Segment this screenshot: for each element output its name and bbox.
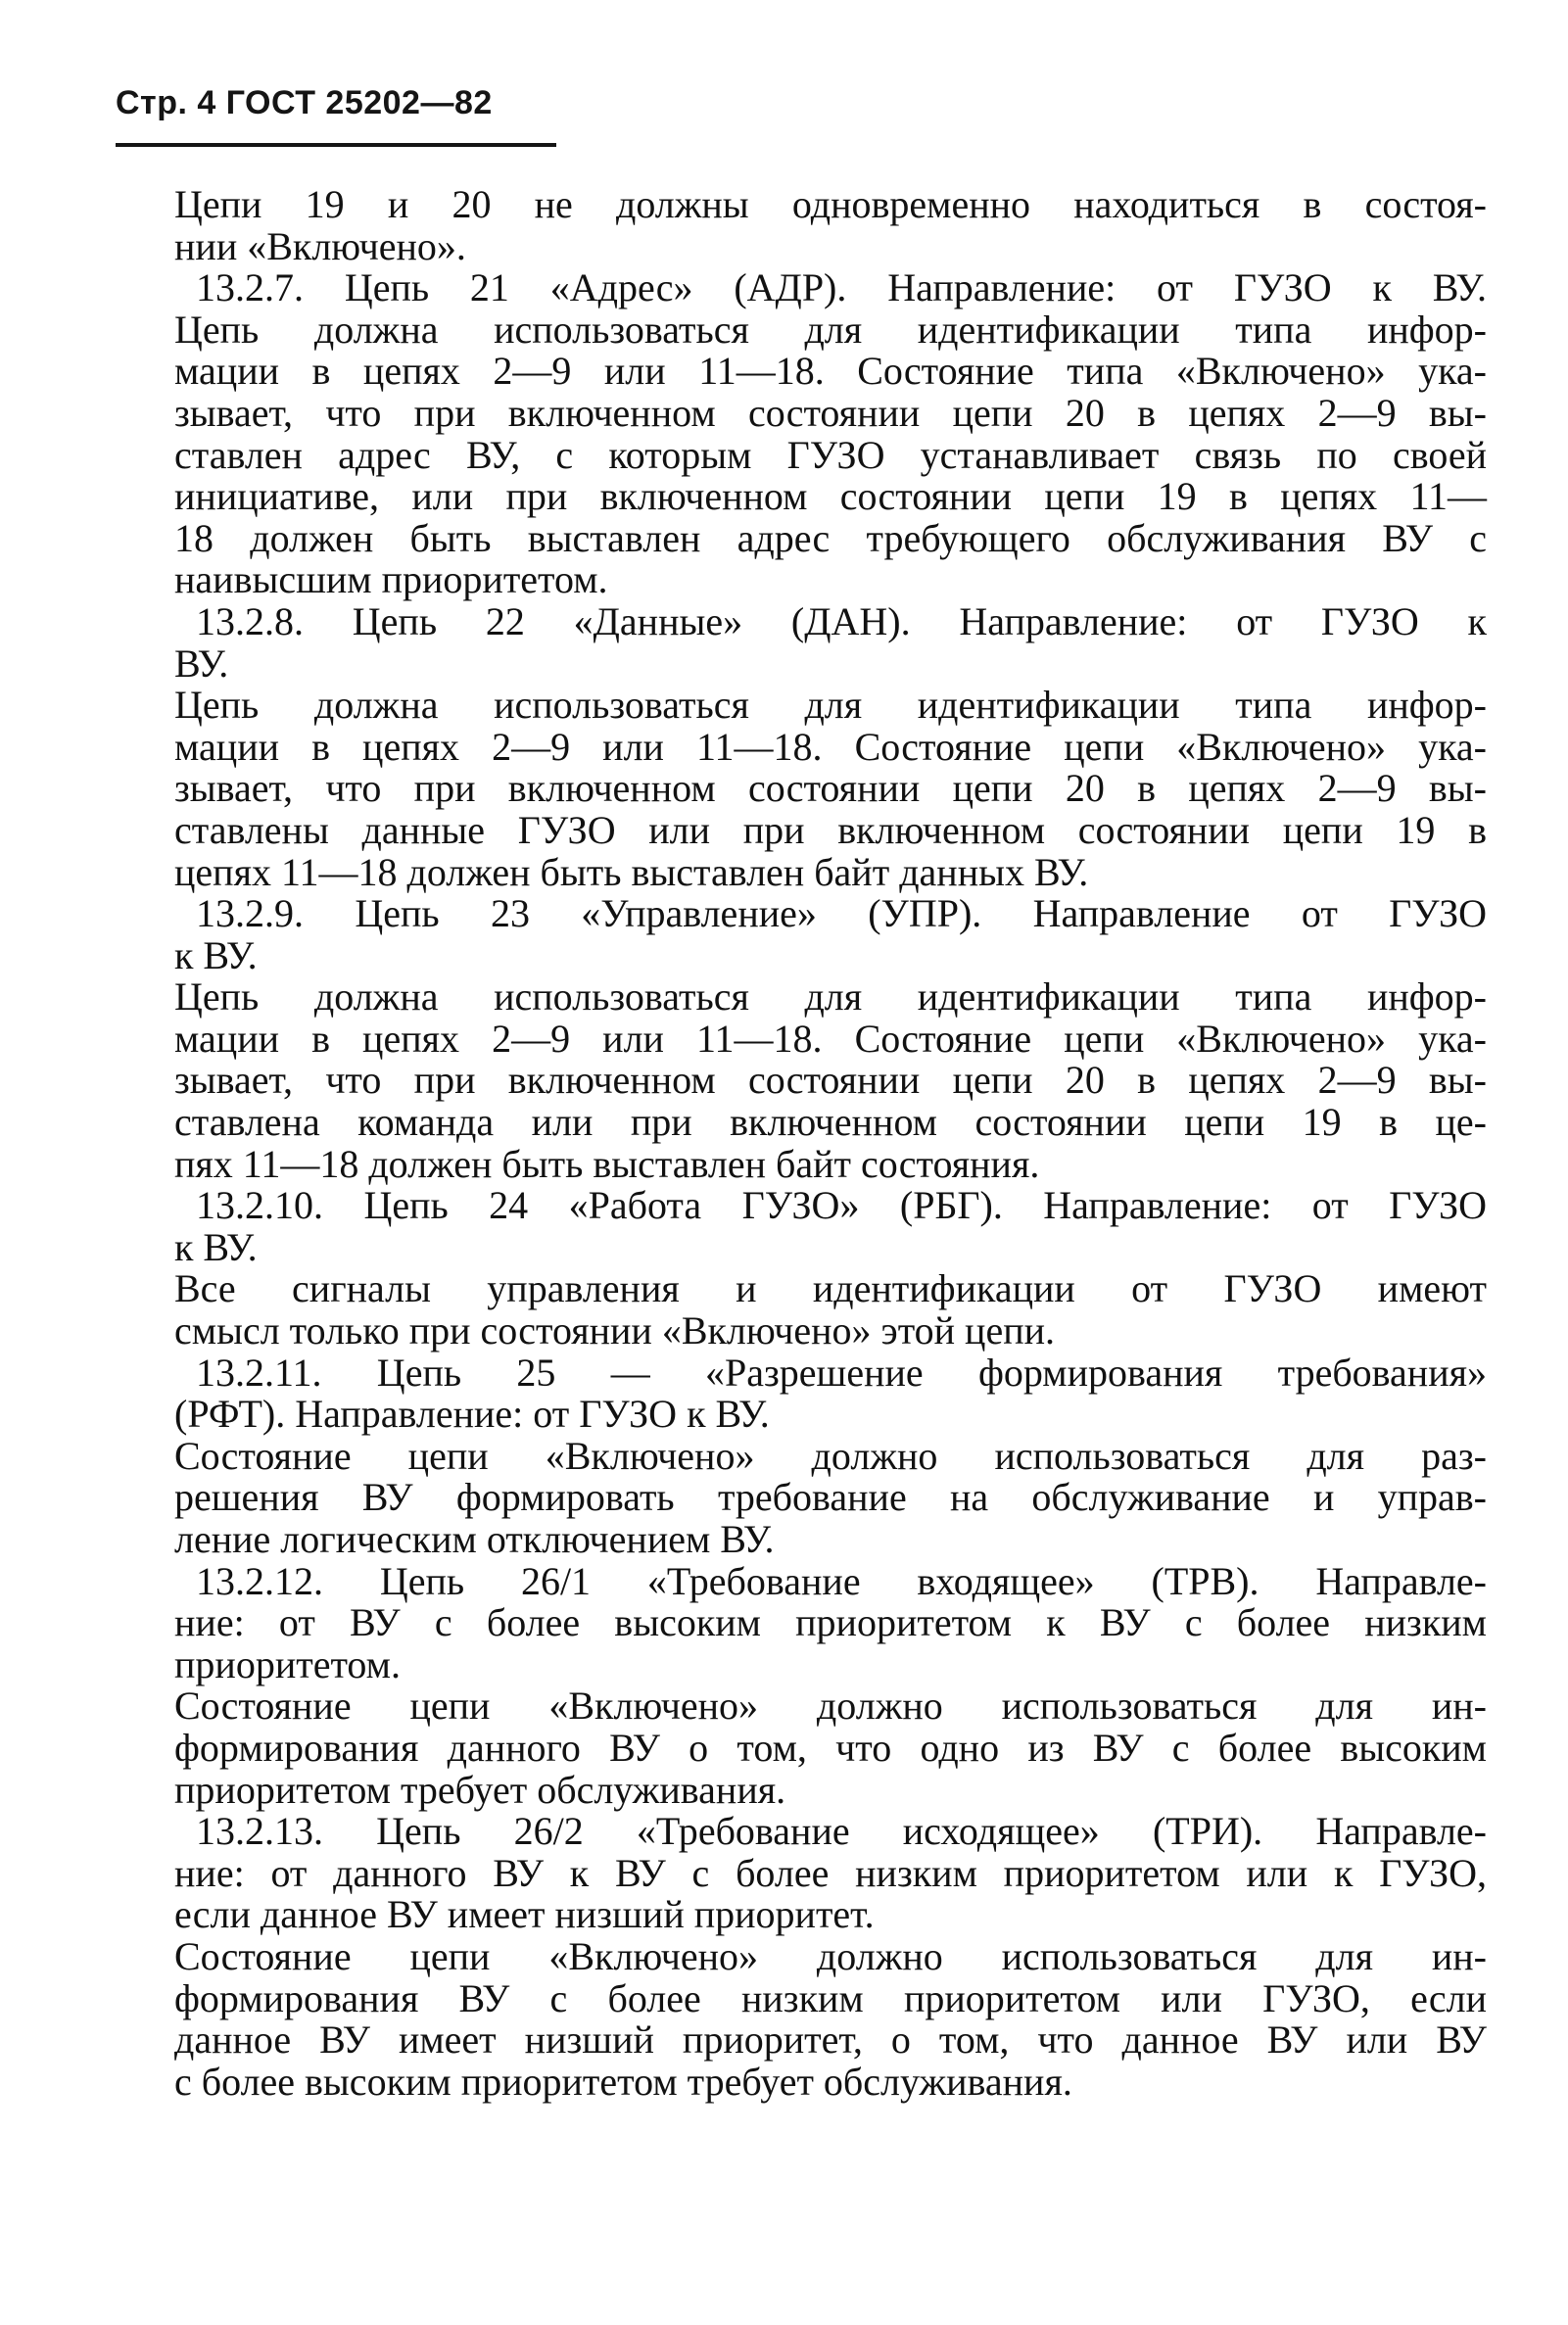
- text-line: Цепь должна использоваться для идентификации типа инфор-: [174, 974, 1487, 1020]
- text-line: зывает, что при включенном состоянии цепи 20 в цепях 2—9 вы-: [174, 1058, 1487, 1103]
- text-line: приоритетом требует обслуживания.: [174, 1767, 786, 1812]
- header-rule: [116, 143, 556, 147]
- text-line: мации в цепях 2—9 или 11—18. Состояние типа «Включено» ука-: [174, 349, 1487, 394]
- text-line: Все сигналы управления и идентификации от ГУЗО имеют: [174, 1266, 1487, 1311]
- text-line: цепях 11—18 должен быть выставлен байт данных ВУ.: [174, 849, 1089, 894]
- text-line: ВУ.: [174, 641, 229, 686]
- text-line: 13.2.9. Цепь 23 «Управление» (УПР). Направление от ГУЗО: [196, 891, 1487, 936]
- text-line: Цепь должна использоваться для идентификации типа инфор-: [174, 683, 1487, 728]
- text-line: ставлен адрес ВУ, с которым ГУЗО устанавливает связь по своей: [174, 432, 1487, 477]
- body-text: [174, 184, 1487, 2103]
- text-line: нии «Включено».: [174, 223, 466, 268]
- text-line: 13.2.10. Цепь 24 «Работа ГУЗО» (РБГ). Направление: от ГУЗО: [196, 1183, 1487, 1228]
- text-line: приоритетом.: [174, 1641, 401, 1686]
- text-line: наивысшим приоритетом.: [174, 557, 608, 602]
- text-line: Состояние цепи «Включено» должно использоваться для ин-: [174, 1933, 1487, 1978]
- text-line: Состояние цепи «Включено» должно использоваться для раз-: [174, 1433, 1487, 1478]
- text-line: 13.2.11. Цепь 25 — «Разрешение формирования требования»: [196, 1350, 1487, 1395]
- text-line: ставлена команда или при включенном состоянии цепи 19 в це-: [174, 1100, 1487, 1145]
- text-line: 13.2.12. Цепь 26/1 «Требование входящее» (ТРВ). Направле-: [196, 1558, 1487, 1603]
- text-line: данное ВУ имеет низший приоритет, о том, что данное ВУ или ВУ: [174, 2017, 1487, 2063]
- text-line: с более высоким приоритетом требует обслуживания.: [174, 2059, 1072, 2104]
- text-line: смысл только при состоянии «Включено» этой цепи.: [174, 1308, 1056, 1353]
- text-line: если данное ВУ имеет низший приоритет.: [174, 1892, 875, 1937]
- text-line: решения ВУ формировать требование на обслуживание и управ-: [174, 1475, 1487, 1520]
- text-line: формирования данного ВУ о том, что одно из ВУ с более высоким: [174, 1725, 1487, 1770]
- text-line: мации в цепях 2—9 или 11—18. Состояние цепи «Включено» ука-: [174, 1016, 1487, 1061]
- text-line: к ВУ.: [174, 932, 258, 977]
- text-line: зывает, что при включенном состоянии цепи 20 в цепях 2—9 вы-: [174, 390, 1487, 435]
- text-line: мации в цепях 2—9 или 11—18. Состояние цепи «Включено» ука-: [174, 724, 1487, 769]
- text-line: зывает, что при включенном состоянии цепи 20 в цепях 2—9 вы-: [174, 766, 1487, 811]
- text-line: инициативе, или при включенном состоянии цепи 19 в цепях 11—: [174, 474, 1487, 519]
- text-line: 18 должен быть выставлен адрес требующего обслуживания ВУ с: [174, 515, 1487, 560]
- text-line: (РФТ). Направление: от ГУЗО к ВУ.: [174, 1392, 770, 1437]
- text-line: ние: от ВУ с более высоким приоритетом к ВУ с более низким: [174, 1600, 1487, 1645]
- text-line: ление логическим отключением ВУ.: [174, 1517, 775, 1561]
- text-line: к ВУ.: [174, 1224, 258, 1269]
- text-line: ние: от данного ВУ к ВУ с более низким приоритетом или к ГУЗО,: [174, 1850, 1487, 1895]
- text-line: 13.2.8. Цепь 22 «Данные» (ДАН). Направление: от ГУЗО к: [196, 598, 1487, 643]
- text-line: формирования ВУ с более низким приоритетом или ГУЗО, если: [174, 1975, 1487, 2020]
- text-line: ставлены данные ГУЗО или при включенном состоянии цепи 19 в: [174, 807, 1487, 852]
- text-line: 13.2.7. Цепь 21 «Адрес» (АДР). Направление: от ГУЗО к ВУ.: [196, 265, 1487, 310]
- text-line: Цепи 19 и 20 не должны одновременно находиться в состоя-: [174, 182, 1487, 226]
- text-line: Цепь должна использоваться для идентификации типа инфор-: [174, 307, 1487, 352]
- page-header: Стр. 4 ГОСТ 25202—82: [116, 84, 493, 121]
- text-line: 13.2.13. Цепь 26/2 «Требование исходящее» (ТРИ). Направле-: [196, 1809, 1487, 1854]
- text-line: Состояние цепи «Включено» должно использоваться для ин-: [174, 1684, 1487, 1729]
- text-line: пях 11—18 должен быть выставлен байт состояния.: [174, 1141, 1040, 1186]
